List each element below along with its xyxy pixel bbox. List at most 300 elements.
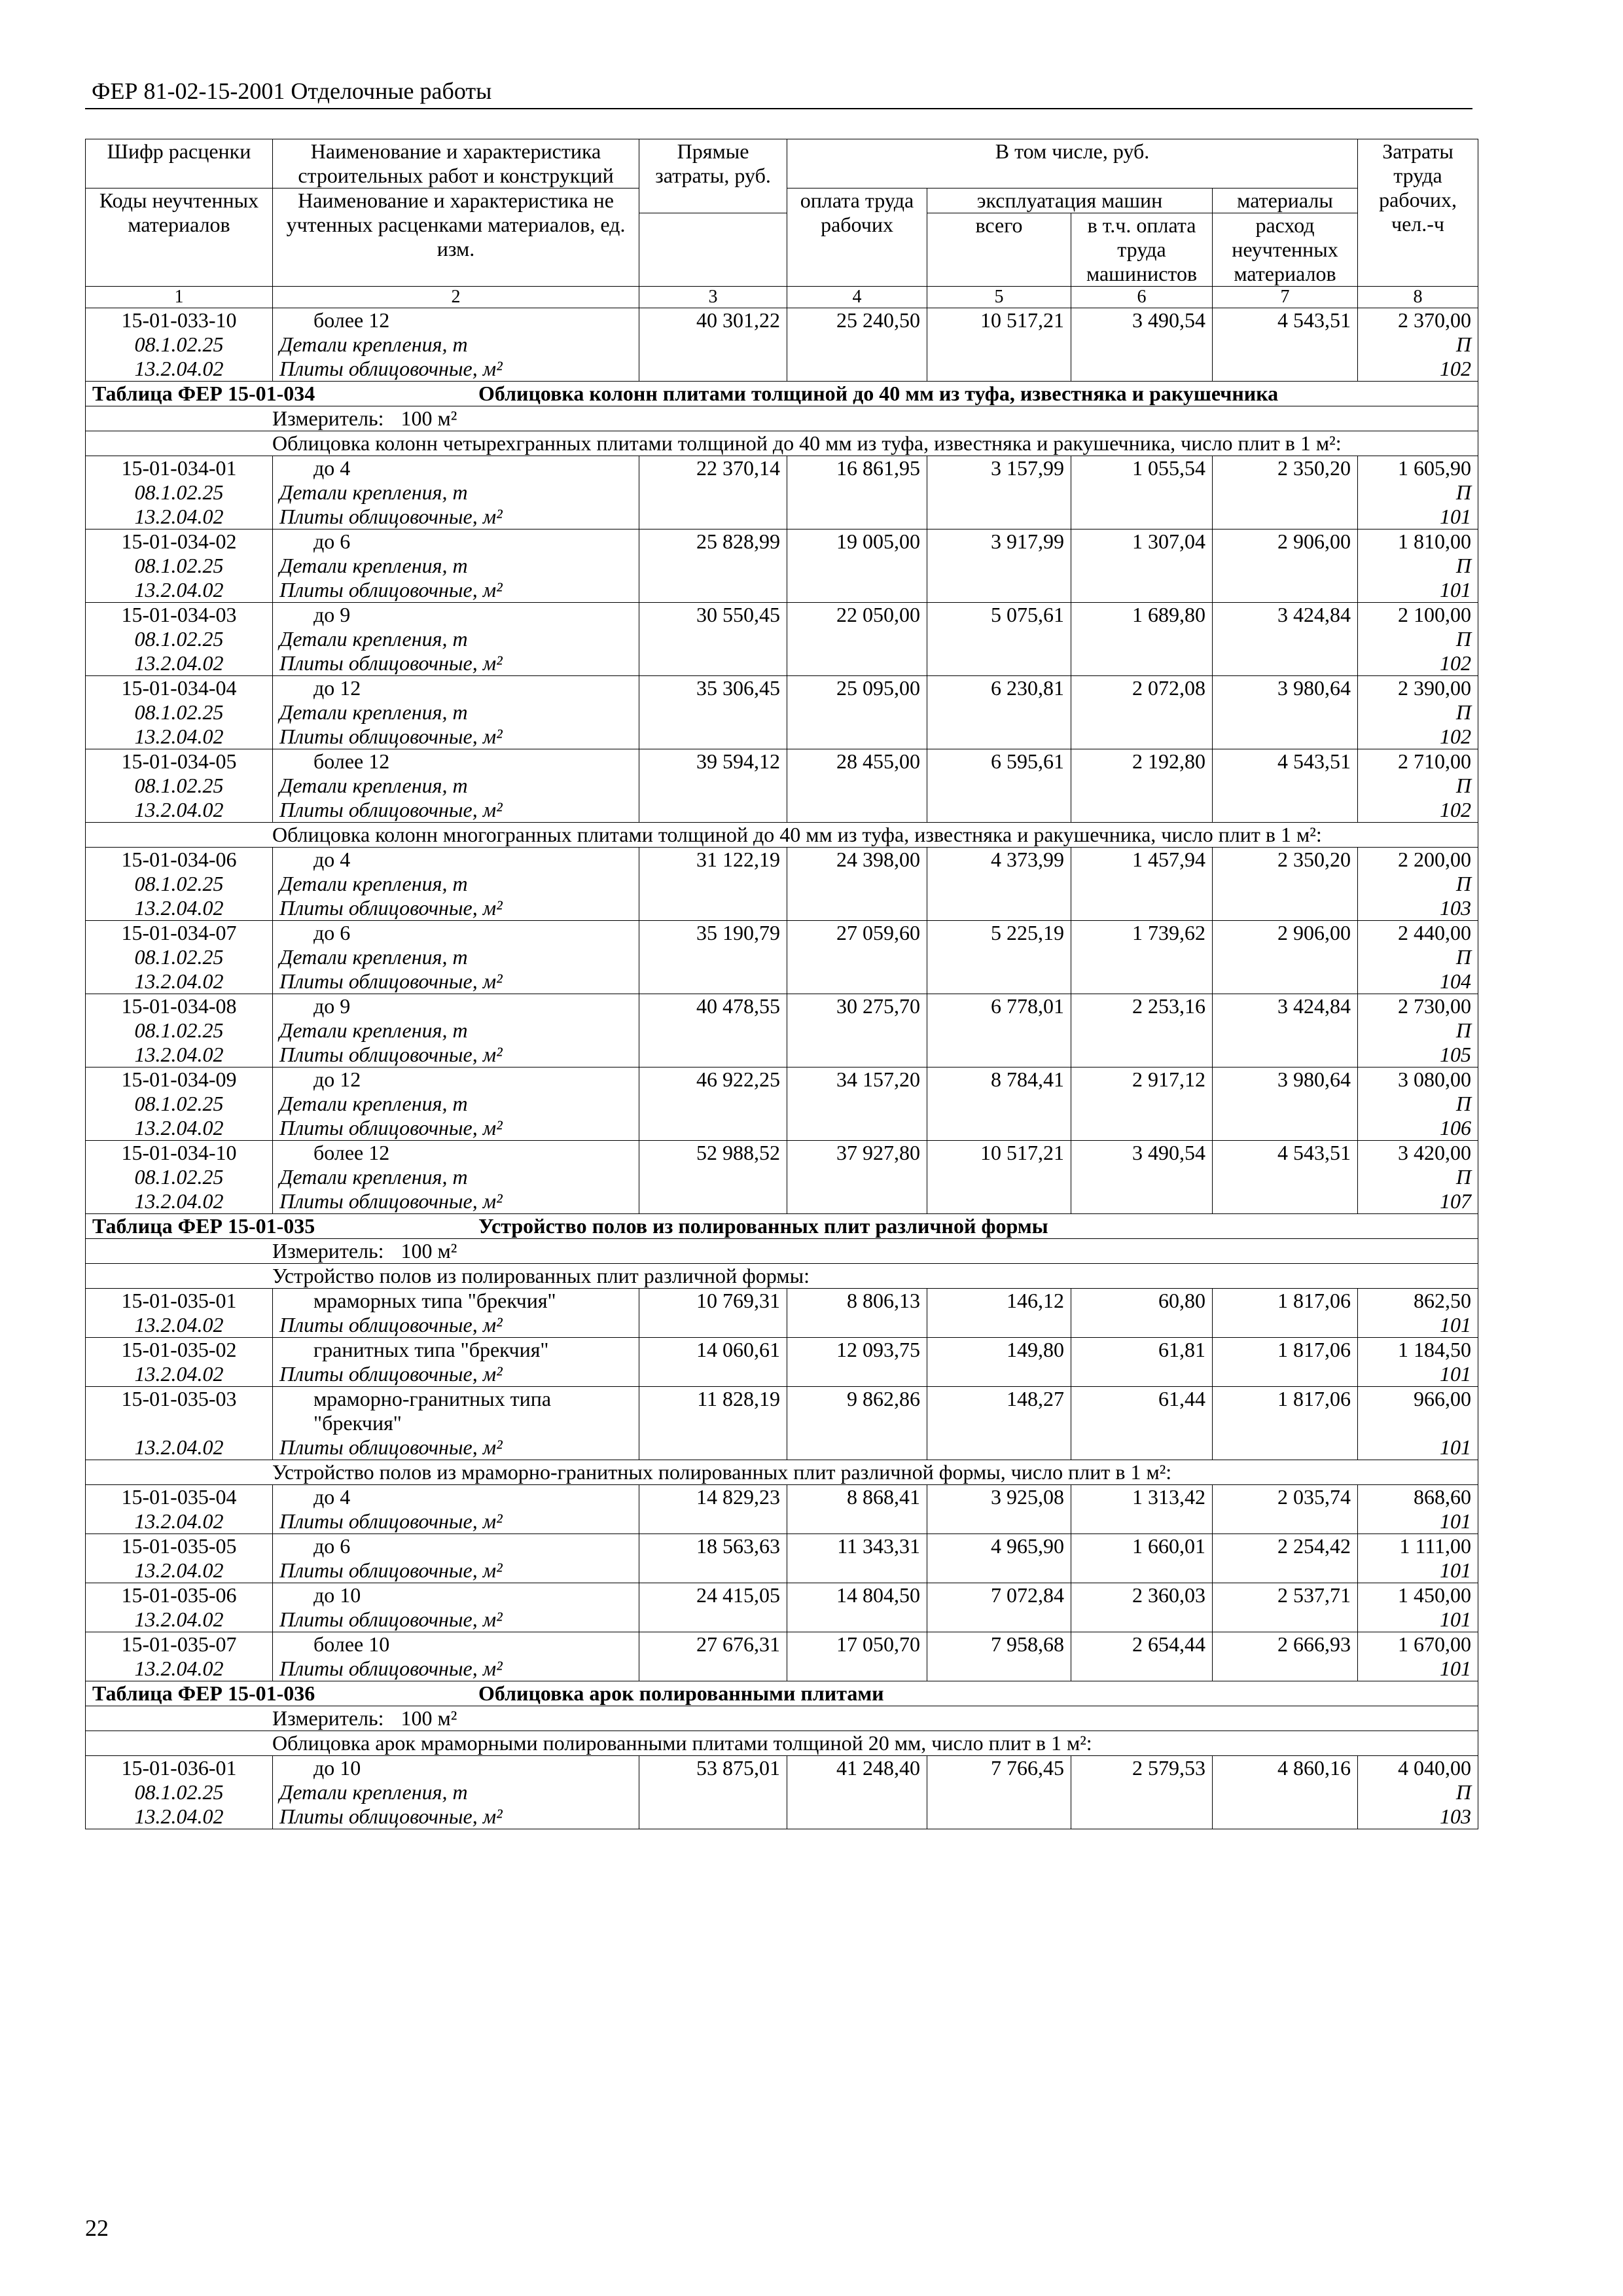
- rate-value-c7: 4 860,16: [1213, 1756, 1358, 1781]
- header-cipher: Шифр расценки: [86, 139, 273, 188]
- material-code: 13.2.04.02: [86, 651, 273, 676]
- empty-cell: [787, 554, 927, 578]
- rate-code: 15-01-034-08: [86, 994, 273, 1019]
- rate-value-c5: 148,27: [927, 1387, 1071, 1436]
- material-name: Плиты облицовочные, м²: [273, 1043, 639, 1067]
- empty-cell: [927, 1092, 1071, 1116]
- empty-cell: [787, 332, 927, 357]
- empty-cell: [787, 1043, 927, 1067]
- material-name: Плиты облицовочные, м²: [273, 1607, 639, 1632]
- material-row: [86, 945, 1478, 969]
- rate-name: до 12: [273, 676, 639, 701]
- empty-cell: [927, 1607, 1071, 1632]
- header-materials: материалы: [1213, 188, 1358, 213]
- material-qty: 101: [1358, 1558, 1478, 1583]
- empty-cell: [1071, 505, 1213, 529]
- rate-row: [86, 308, 1478, 333]
- empty-cell: [787, 357, 927, 382]
- material-name: Плиты облицовочные, м²: [273, 505, 639, 529]
- rate-code: 15-01-034-03: [86, 603, 273, 628]
- material-name: Детали крепления, т: [273, 1165, 639, 1189]
- empty-cell: [639, 1558, 787, 1583]
- empty-cell: [787, 1092, 927, 1116]
- column-number: 7: [1213, 287, 1358, 308]
- material-row: [86, 896, 1478, 921]
- material-code: 08.1.02.25: [86, 1165, 273, 1189]
- rate-name: более 10: [273, 1632, 639, 1657]
- rate-value-c7: 2 254,42: [1213, 1534, 1358, 1559]
- empty-cell: [787, 1189, 927, 1214]
- rate-value-c3: 40 301,22: [639, 308, 787, 333]
- rate-code: 15-01-035-04: [86, 1485, 273, 1510]
- measure-value: 100 м²: [401, 1239, 457, 1263]
- empty-cell: [1213, 480, 1358, 505]
- empty-cell: [1071, 969, 1213, 994]
- empty-cell: [927, 1313, 1071, 1338]
- rate-value-c4: 27 059,60: [787, 921, 927, 946]
- material-qty: 102: [1358, 651, 1478, 676]
- material-qty: П: [1358, 872, 1478, 896]
- rate-row: [86, 1067, 1478, 1092]
- empty-cell: [639, 1607, 787, 1632]
- empty-cell: [1071, 798, 1213, 823]
- rate-name: мраморно-гранитных типа "брекчия": [273, 1387, 639, 1436]
- empty-cell: [1071, 1804, 1213, 1829]
- empty-cell: [787, 872, 927, 896]
- empty-cell: [1213, 798, 1358, 823]
- material-row: [86, 1116, 1478, 1141]
- rate-code: 15-01-035-05: [86, 1534, 273, 1559]
- material-qty: П: [1358, 1165, 1478, 1189]
- empty-cell: [639, 1804, 787, 1829]
- empty-cell: [1071, 1362, 1213, 1387]
- empty-cell: [1213, 1043, 1358, 1067]
- rate-row: [86, 1534, 1478, 1559]
- rate-value-c4: 8 806,13: [787, 1289, 927, 1314]
- rate-value-c7: 1 817,06: [1213, 1387, 1358, 1436]
- empty-cell: [927, 700, 1071, 725]
- empty-cell: [1213, 357, 1358, 382]
- rate-value-c4: 19 005,00: [787, 529, 927, 554]
- empty-cell: [1213, 1362, 1358, 1387]
- empty-cell: [1213, 774, 1358, 798]
- rate-name: гранитных типа "брекчия": [273, 1338, 639, 1363]
- rate-value-c3: 30 550,45: [639, 603, 787, 628]
- rate-name: до 6: [273, 529, 639, 554]
- empty-cell: [927, 1657, 1071, 1681]
- rate-name: до 6: [273, 921, 639, 946]
- empty-cell: [639, 554, 787, 578]
- material-code: 13.2.04.02: [86, 969, 273, 994]
- empty-cell: [1071, 357, 1213, 382]
- empty-cell: [1213, 1558, 1358, 1583]
- rate-row: [86, 1485, 1478, 1510]
- empty-cell: [927, 798, 1071, 823]
- rate-value-c8: 1 670,00: [1358, 1632, 1478, 1657]
- group-row: [86, 1731, 1478, 1756]
- empty-cell: [1213, 1092, 1358, 1116]
- material-code: 13.2.04.02: [86, 1607, 273, 1632]
- rates-table: [85, 139, 1478, 1829]
- rate-value-c3: 53 875,01: [639, 1756, 787, 1781]
- material-code: 13.2.04.02: [86, 798, 273, 823]
- rate-value-c7: 1 817,06: [1213, 1289, 1358, 1314]
- header-machines: эксплуатация машин: [927, 188, 1213, 213]
- group-row: [86, 1460, 1478, 1485]
- rate-value-c5: 3 157,99: [927, 456, 1071, 481]
- rate-value-c3: 39 594,12: [639, 749, 787, 774]
- empty-cell: [787, 1313, 927, 1338]
- rate-value-c6: 1 055,54: [1071, 456, 1213, 481]
- column-numbers-row: [86, 287, 1478, 308]
- measure-row: [86, 1706, 1478, 1731]
- empty-cell: [1071, 872, 1213, 896]
- material-name: Плиты облицовочные, м²: [273, 1189, 639, 1214]
- empty-cell: [927, 896, 1071, 921]
- material-code: 13.2.04.02: [86, 1043, 273, 1067]
- material-name: Плиты облицовочные, м²: [273, 1313, 639, 1338]
- empty-cell: [927, 505, 1071, 529]
- material-qty: 102: [1358, 725, 1478, 749]
- material-row: [86, 651, 1478, 676]
- rate-value-c8: 2 710,00: [1358, 749, 1478, 774]
- rate-value-c3: 22 370,14: [639, 456, 787, 481]
- rate-row: [86, 1338, 1478, 1363]
- empty-cell: [927, 1189, 1071, 1214]
- rate-value-c6: 2 192,80: [1071, 749, 1213, 774]
- material-row: [86, 1509, 1478, 1534]
- material-qty: 101: [1358, 1362, 1478, 1387]
- empty-cell: [927, 357, 1071, 382]
- empty-cell: [639, 627, 787, 651]
- material-code: 13.2.04.02: [86, 357, 273, 382]
- empty-cell: [787, 945, 927, 969]
- rate-value-c5: 5 075,61: [927, 603, 1071, 628]
- rate-value-c7: 2 350,20: [1213, 848, 1358, 872]
- material-row: [86, 1804, 1478, 1829]
- table-title: Облицовка арок полированными плитами: [478, 1681, 884, 1705]
- group-row: [86, 431, 1478, 456]
- rate-value-c3: 24 415,05: [639, 1583, 787, 1608]
- table-label: Таблица ФЕР 15-01-034: [92, 382, 315, 405]
- rate-value-c7: 2 537,71: [1213, 1583, 1358, 1608]
- material-qty: П: [1358, 1018, 1478, 1043]
- material-code: 08.1.02.25: [86, 700, 273, 725]
- material-row: [86, 798, 1478, 823]
- empty-cell: [639, 798, 787, 823]
- rate-value-c4: 25 095,00: [787, 676, 927, 701]
- empty-cell: [1071, 1313, 1213, 1338]
- material-code: 13.2.04.02: [86, 1657, 273, 1681]
- rate-name: до 12: [273, 1067, 639, 1092]
- material-code: 08.1.02.25: [86, 1780, 273, 1804]
- rate-value-c4: 34 157,20: [787, 1067, 927, 1092]
- material-row: [86, 1018, 1478, 1043]
- material-code: 08.1.02.25: [86, 480, 273, 505]
- empty-cell: [787, 651, 927, 676]
- rate-value-c6: 2 072,08: [1071, 676, 1213, 701]
- material-name: Плиты облицовочные, м²: [273, 578, 639, 603]
- table-title-row: [86, 1214, 1478, 1239]
- material-name: Плиты облицовочные, м²: [273, 969, 639, 994]
- header-machinists-wages: в т.ч. оплата труда машинистов: [1071, 213, 1213, 287]
- table-title-row: [86, 382, 1478, 406]
- rate-value-c4: 37 927,80: [787, 1141, 927, 1166]
- rate-value-c7: 1 817,06: [1213, 1338, 1358, 1363]
- rate-value-c8: 1 111,00: [1358, 1534, 1478, 1559]
- material-name: Детали крепления, т: [273, 1018, 639, 1043]
- material-name: Плиты облицовочные, м²: [273, 1362, 639, 1387]
- measure-label: Измеритель:: [272, 1239, 384, 1263]
- empty-cell: [927, 1780, 1071, 1804]
- material-row: [86, 725, 1478, 749]
- material-row: [86, 554, 1478, 578]
- rate-value-c8: 3 080,00: [1358, 1067, 1478, 1092]
- empty-cell: [787, 1435, 927, 1460]
- empty-cell: [1071, 1435, 1213, 1460]
- material-name: Детали крепления, т: [273, 774, 639, 798]
- column-number: 4: [787, 287, 927, 308]
- material-qty: П: [1358, 1092, 1478, 1116]
- header-including: В том числе, руб.: [787, 139, 1358, 188]
- rate-code: 15-01-035-02: [86, 1338, 273, 1363]
- rate-value-c8: 2 100,00: [1358, 603, 1478, 628]
- material-row: [86, 480, 1478, 505]
- rate-value-c5: 6 595,61: [927, 749, 1071, 774]
- empty-cell: [927, 774, 1071, 798]
- table-title: Устройство полов из полированных плит различной формы: [478, 1214, 1048, 1238]
- material-qty: 101: [1358, 1313, 1478, 1338]
- rate-value-c8: 2 200,00: [1358, 848, 1478, 872]
- rate-name: более 12: [273, 749, 639, 774]
- rate-code: 15-01-033-10: [86, 308, 273, 333]
- material-row: [86, 1092, 1478, 1116]
- empty-cell: [927, 945, 1071, 969]
- material-name: Детали крепления, т: [273, 554, 639, 578]
- empty-cell: [1213, 651, 1358, 676]
- empty-cell: [639, 578, 787, 603]
- empty-cell: [1213, 627, 1358, 651]
- rate-value-c6: 1 739,62: [1071, 921, 1213, 946]
- rate-value-c4: 8 868,41: [787, 1485, 927, 1510]
- header-machines-total: всего: [927, 213, 1071, 287]
- empty-cell: [1213, 1435, 1358, 1460]
- material-code: 13.2.04.02: [86, 1804, 273, 1829]
- material-name: Плиты облицовочные, м²: [273, 896, 639, 921]
- material-name: Детали крепления, т: [273, 1092, 639, 1116]
- empty-cell: [927, 1043, 1071, 1067]
- material-code: 08.1.02.25: [86, 627, 273, 651]
- rate-value-c7: 3 980,64: [1213, 676, 1358, 701]
- empty-cell: [1213, 1607, 1358, 1632]
- material-row: [86, 1607, 1478, 1632]
- measure-cell: [86, 1706, 1478, 1731]
- material-row: [86, 700, 1478, 725]
- material-row: [86, 1780, 1478, 1804]
- empty-cell: [1213, 1780, 1358, 1804]
- measure-cell: [86, 1239, 1478, 1264]
- rate-row: [86, 848, 1478, 872]
- empty-cell: [787, 1509, 927, 1534]
- material-name: Плиты облицовочные, м²: [273, 725, 639, 749]
- material-code: 13.2.04.02: [86, 1435, 273, 1460]
- rate-value-c5: 4 373,99: [927, 848, 1071, 872]
- empty-cell: [639, 1165, 787, 1189]
- empty-cell: [639, 357, 787, 382]
- empty-cell: [787, 725, 927, 749]
- empty-cell: [1213, 872, 1358, 896]
- group-heading: Устройство полов из мраморно-гранитных полированных плит различной формы, число плит в 1 м²:: [86, 1460, 1478, 1485]
- material-qty: 103: [1358, 896, 1478, 921]
- empty-cell: [927, 1435, 1071, 1460]
- rate-value-c3: 14 829,23: [639, 1485, 787, 1510]
- empty-cell: [787, 1362, 927, 1387]
- table-title-cell: [86, 1214, 1478, 1239]
- material-qty: 101: [1358, 505, 1478, 529]
- rate-row: [86, 603, 1478, 628]
- material-row: [86, 505, 1478, 529]
- material-row: [86, 1165, 1478, 1189]
- empty-cell: [1071, 332, 1213, 357]
- material-code: 08.1.02.25: [86, 1018, 273, 1043]
- rate-name: до 4: [273, 848, 639, 872]
- empty-cell: [639, 651, 787, 676]
- rate-value-c3: 40 478,55: [639, 994, 787, 1019]
- rate-value-c6: 1 307,04: [1071, 529, 1213, 554]
- material-code: 13.2.04.02: [86, 505, 273, 529]
- empty-cell: [927, 725, 1071, 749]
- material-qty: П: [1358, 627, 1478, 651]
- empty-cell: [787, 1165, 927, 1189]
- rate-row: [86, 529, 1478, 554]
- rate-value-c8: 2 390,00: [1358, 676, 1478, 701]
- material-name: Детали крепления, т: [273, 332, 639, 357]
- empty-cell: [927, 1362, 1071, 1387]
- material-qty: 102: [1358, 798, 1478, 823]
- material-qty: 101: [1358, 1509, 1478, 1534]
- material-row: [86, 1043, 1478, 1067]
- empty-cell: [1213, 1018, 1358, 1043]
- empty-cell: [927, 651, 1071, 676]
- rate-value-c4: 17 050,70: [787, 1632, 927, 1657]
- material-code: 08.1.02.25: [86, 872, 273, 896]
- material-code: 08.1.02.25: [86, 332, 273, 357]
- empty-cell: [639, 945, 787, 969]
- column-number: 3: [639, 287, 787, 308]
- empty-cell: [787, 798, 927, 823]
- rate-value-c3: 46 922,25: [639, 1067, 787, 1092]
- empty-cell: [927, 1018, 1071, 1043]
- empty-cell: [1071, 1018, 1213, 1043]
- rate-row: [86, 1289, 1478, 1314]
- rate-name: более 12: [273, 308, 639, 333]
- rate-value-c6: 61,44: [1071, 1387, 1213, 1436]
- column-number: 8: [1358, 287, 1478, 308]
- empty-cell: [927, 480, 1071, 505]
- rate-value-c7: 3 424,84: [1213, 994, 1358, 1019]
- material-row: [86, 969, 1478, 994]
- rate-value-c5: 7 072,84: [927, 1583, 1071, 1608]
- rate-value-c4: 12 093,75: [787, 1338, 927, 1363]
- material-qty: 105: [1358, 1043, 1478, 1067]
- rate-name: до 9: [273, 994, 639, 1019]
- material-code: 13.2.04.02: [86, 578, 273, 603]
- empty-cell: [1213, 1116, 1358, 1141]
- rate-value-c7: 2 666,93: [1213, 1632, 1358, 1657]
- group-heading: Облицовка арок мраморными полированными плитами толщиной 20 мм, число плит в 1 м²:: [86, 1731, 1478, 1756]
- rate-value-c6: 2 917,12: [1071, 1067, 1213, 1092]
- header-rule: [85, 108, 1472, 109]
- rate-code: 15-01-034-01: [86, 456, 273, 481]
- empty-cell: [639, 1018, 787, 1043]
- rate-row: [86, 921, 1478, 946]
- rate-value-c3: 52 988,52: [639, 1141, 787, 1166]
- material-qty: 101: [1358, 1435, 1478, 1460]
- empty-cell: [1071, 578, 1213, 603]
- empty-cell: [927, 1558, 1071, 1583]
- material-name: Детали крепления, т: [273, 872, 639, 896]
- rate-value-c8: 1 450,00: [1358, 1583, 1478, 1608]
- rate-value-c6: 3 490,54: [1071, 308, 1213, 333]
- empty-cell: [639, 725, 787, 749]
- rate-value-c3: 35 190,79: [639, 921, 787, 946]
- rate-value-c3: 11 828,19: [639, 1387, 787, 1436]
- empty-cell: [787, 1804, 927, 1829]
- rate-value-c5: 10 517,21: [927, 308, 1071, 333]
- empty-cell: [1071, 1509, 1213, 1534]
- rate-value-c6: 2 579,53: [1071, 1756, 1213, 1781]
- empty-cell: [787, 896, 927, 921]
- empty-cell: [787, 1018, 927, 1043]
- empty-cell: [639, 505, 787, 529]
- column-number: 5: [927, 287, 1071, 308]
- material-row: [86, 1189, 1478, 1214]
- empty-cell: [639, 969, 787, 994]
- empty-cell: [787, 1657, 927, 1681]
- empty-cell: [1213, 896, 1358, 921]
- empty-cell: [1213, 505, 1358, 529]
- empty-cell: [1071, 1558, 1213, 1583]
- empty-cell: [787, 774, 927, 798]
- empty-cell: [787, 480, 927, 505]
- rate-value-c8: 868,60: [1358, 1485, 1478, 1510]
- rate-value-c5: 8 784,41: [927, 1067, 1071, 1092]
- material-name: Плиты облицовочные, м²: [273, 357, 639, 382]
- material-name: Детали крепления, т: [273, 700, 639, 725]
- rate-value-c8: 4 040,00: [1358, 1756, 1478, 1781]
- page-header-title: ФЕР 81-02-15-2001 Отделочные работы: [92, 78, 492, 104]
- rate-value-c4: 30 275,70: [787, 994, 927, 1019]
- empty-cell: [927, 554, 1071, 578]
- rate-value-c3: 25 828,99: [639, 529, 787, 554]
- rate-code: 15-01-034-09: [86, 1067, 273, 1092]
- rate-name: до 6: [273, 1534, 639, 1559]
- empty-cell: [1213, 700, 1358, 725]
- empty-cell: [1213, 332, 1358, 357]
- rate-value-c5: 6 778,01: [927, 994, 1071, 1019]
- rate-value-c6: 61,81: [1071, 1338, 1213, 1363]
- material-row: [86, 1362, 1478, 1387]
- rate-value-c4: 41 248,40: [787, 1756, 927, 1781]
- measure-label: Измеритель:: [272, 406, 384, 430]
- rate-value-c4: 14 804,50: [787, 1583, 927, 1608]
- empty-cell: [927, 332, 1071, 357]
- material-qty: П: [1358, 554, 1478, 578]
- rate-value-c4: 28 455,00: [787, 749, 927, 774]
- rate-value-c4: 24 398,00: [787, 848, 927, 872]
- material-qty: П: [1358, 480, 1478, 505]
- rate-value-c3: 31 122,19: [639, 848, 787, 872]
